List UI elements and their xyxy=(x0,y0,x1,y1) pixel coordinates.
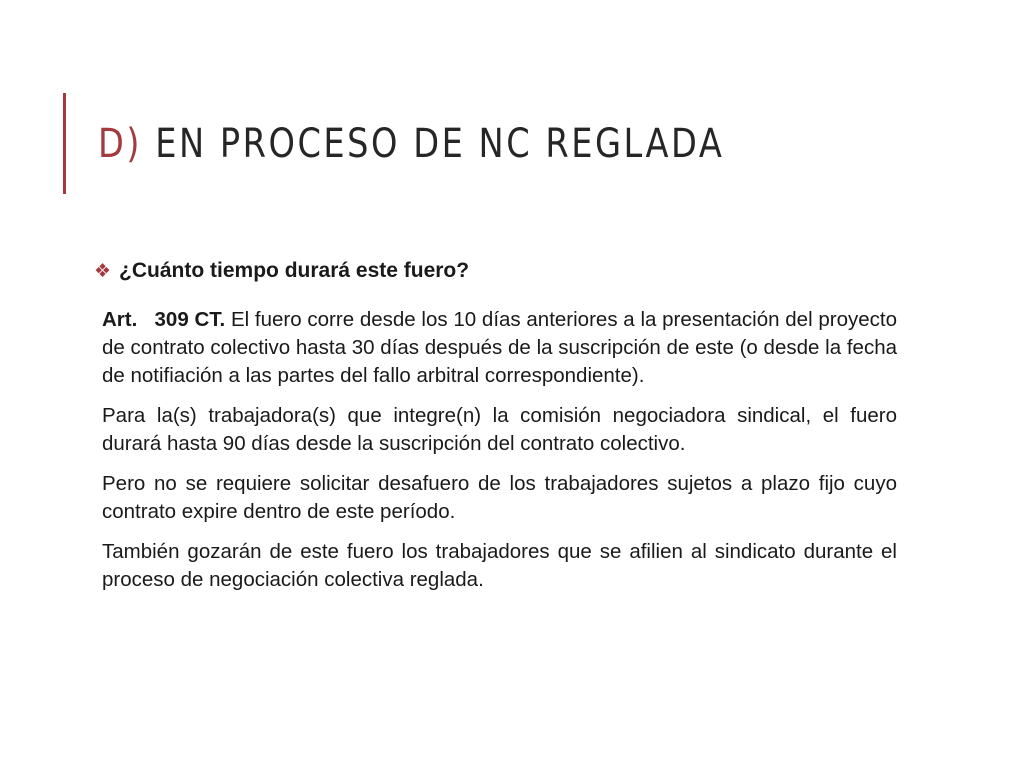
title-prefix: D) xyxy=(98,121,143,167)
question-text: ¿Cuánto tiempo durará este fuero? xyxy=(119,259,470,282)
title-accent-bar xyxy=(63,93,66,194)
paragraph-affiliation: También gozarán de este fuero los trabajadores que se afilien al sindicato durante el proceso de negociación colectiva reglada. xyxy=(102,540,897,591)
paragraph-article-text: El fuero corre desde los 10 días anteriores a la presentación del proyecto de contrato colectivo hasta 30 días después de la suscripción de este (o desde la fecha de notifiación a las partes del fallo arbitral correspondiente). xyxy=(102,308,897,387)
question-bullet xyxy=(94,257,469,285)
article-reference: Art. 309 CT. xyxy=(102,308,226,331)
paragraph-article xyxy=(102,306,897,390)
slide-title xyxy=(98,108,724,180)
diamond-bullet-icon: ❖ xyxy=(94,260,112,282)
paragraph-fixed-term: Pero no se requiere solicitar desafuero de los trabajadores sujetos a plazo fijo cuyo contrato expire dentro de este período. xyxy=(102,472,897,523)
title-main: EN PROCESO DE NC REGLADA xyxy=(155,121,725,167)
paragraph-commission: Para la(s) trabajadora(s) que integre(n) la comisión negociadora sindical, el fuero durará hasta 90 días desde la suscripción del contrato colectivo. xyxy=(102,404,897,455)
body-text xyxy=(102,306,897,606)
